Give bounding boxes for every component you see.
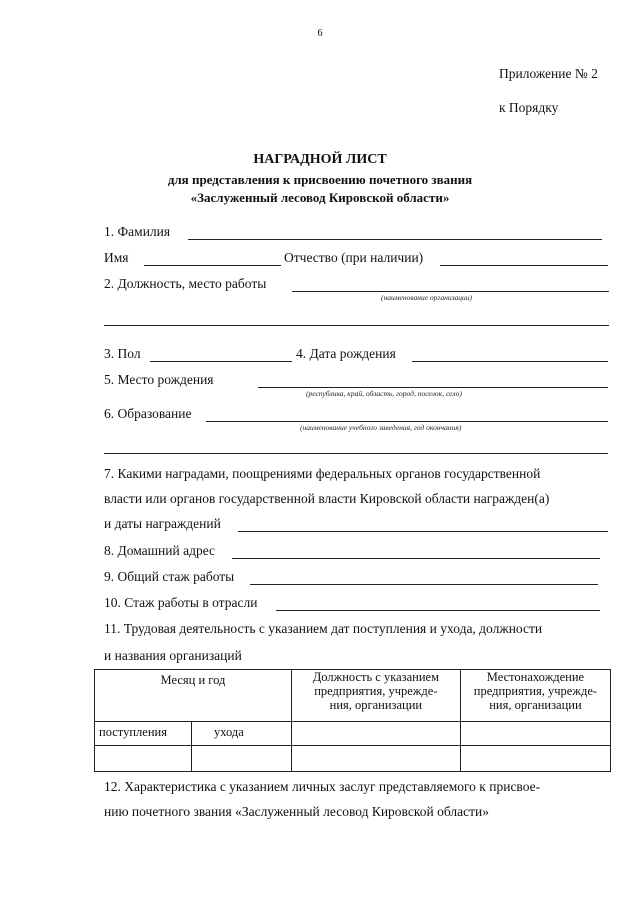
birth-place-field[interactable] [258,387,608,388]
position-caption: (наименование организации) [381,293,473,302]
appendix-reference: к Порядку [499,100,559,115]
total-experience-label: 9. Общий стаж работы [104,569,235,584]
subheader-entry: поступления [95,722,192,746]
form-subtitle: для представления к присвоению почетного звания [167,172,473,187]
education-caption: (наименование учебного заведения, год окончания) [300,423,462,432]
sex-field[interactable] [150,361,292,362]
position-field-continuation[interactable] [104,325,609,326]
position-field[interactable] [292,291,609,292]
education-field-continuation[interactable] [104,453,608,454]
page-number: 6 [317,28,323,39]
table-cell[interactable] [291,746,460,772]
surname-field[interactable] [188,239,602,240]
awards-text-line1: 7. Какими наградами, поощрениями федеральных органов государственной [104,466,541,481]
name-label: Имя [104,250,129,265]
appendix-number: Приложение № 2 [499,66,598,81]
table-cell[interactable] [460,746,610,772]
form-title: НАГРАДНОЙ ЛИСТ [253,152,387,167]
table-cell[interactable] [291,722,460,746]
work-history-table [94,669,611,772]
header-month-year: Месяц и год [95,670,292,722]
home-address-label: 8. Домашний адрес [104,543,216,558]
characteristic-line2: нию почетного звания «Заслуженный лесовод Кировской области» [104,804,489,819]
home-address-field[interactable] [232,558,600,559]
header-position: Должность с указанием предприятия, учрежде- ния, организации [291,670,460,722]
table-cell[interactable] [460,722,610,746]
position-label: 2. Должность, место работы [104,276,267,291]
birth-place-label: 5. Место рождения [104,372,214,387]
industry-experience-label: 10. Стаж работы в отрасли [104,595,258,610]
sex-label: 3. Пол [104,346,141,361]
surname-label: 1. Фамилия [104,224,171,239]
patronymic-field[interactable] [440,265,608,266]
characteristic-line1: 12. Характеристика с указанием личных заслуг представляемого к присвое- [104,779,541,794]
awards-text-line2: власти или органов государственной власти Кировской области награжден(а) [104,491,550,506]
awards-field[interactable] [238,531,608,532]
birth-date-field[interactable] [412,361,608,362]
table-cell[interactable] [95,746,192,772]
name-field[interactable] [144,265,281,266]
industry-experience-field[interactable] [276,610,600,611]
labor-activity-line1: 11. Трудовая деятельность с указанием дат поступления и ухода, должности [104,621,543,636]
form-honorary-title: «Заслуженный лесовод Кировской области» [190,190,450,205]
education-field[interactable] [206,421,608,422]
table-cell[interactable] [192,746,292,772]
education-label: 6. Образование [104,406,192,421]
header-location: Местонахождение предприятия, учрежде- ния, организации [460,670,610,722]
patronymic-label: Отчество (при наличии) [284,250,424,265]
birth-place-caption: (республика, край, область, город, поселок, село) [306,389,462,398]
labor-activity-line2: и названия организаций [104,648,242,663]
subheader-exit: ухода [192,722,292,746]
total-experience-field[interactable] [250,584,598,585]
birth-date-label: 4. Дата рождения [296,346,396,361]
awards-label: и даты награждений [104,516,221,531]
